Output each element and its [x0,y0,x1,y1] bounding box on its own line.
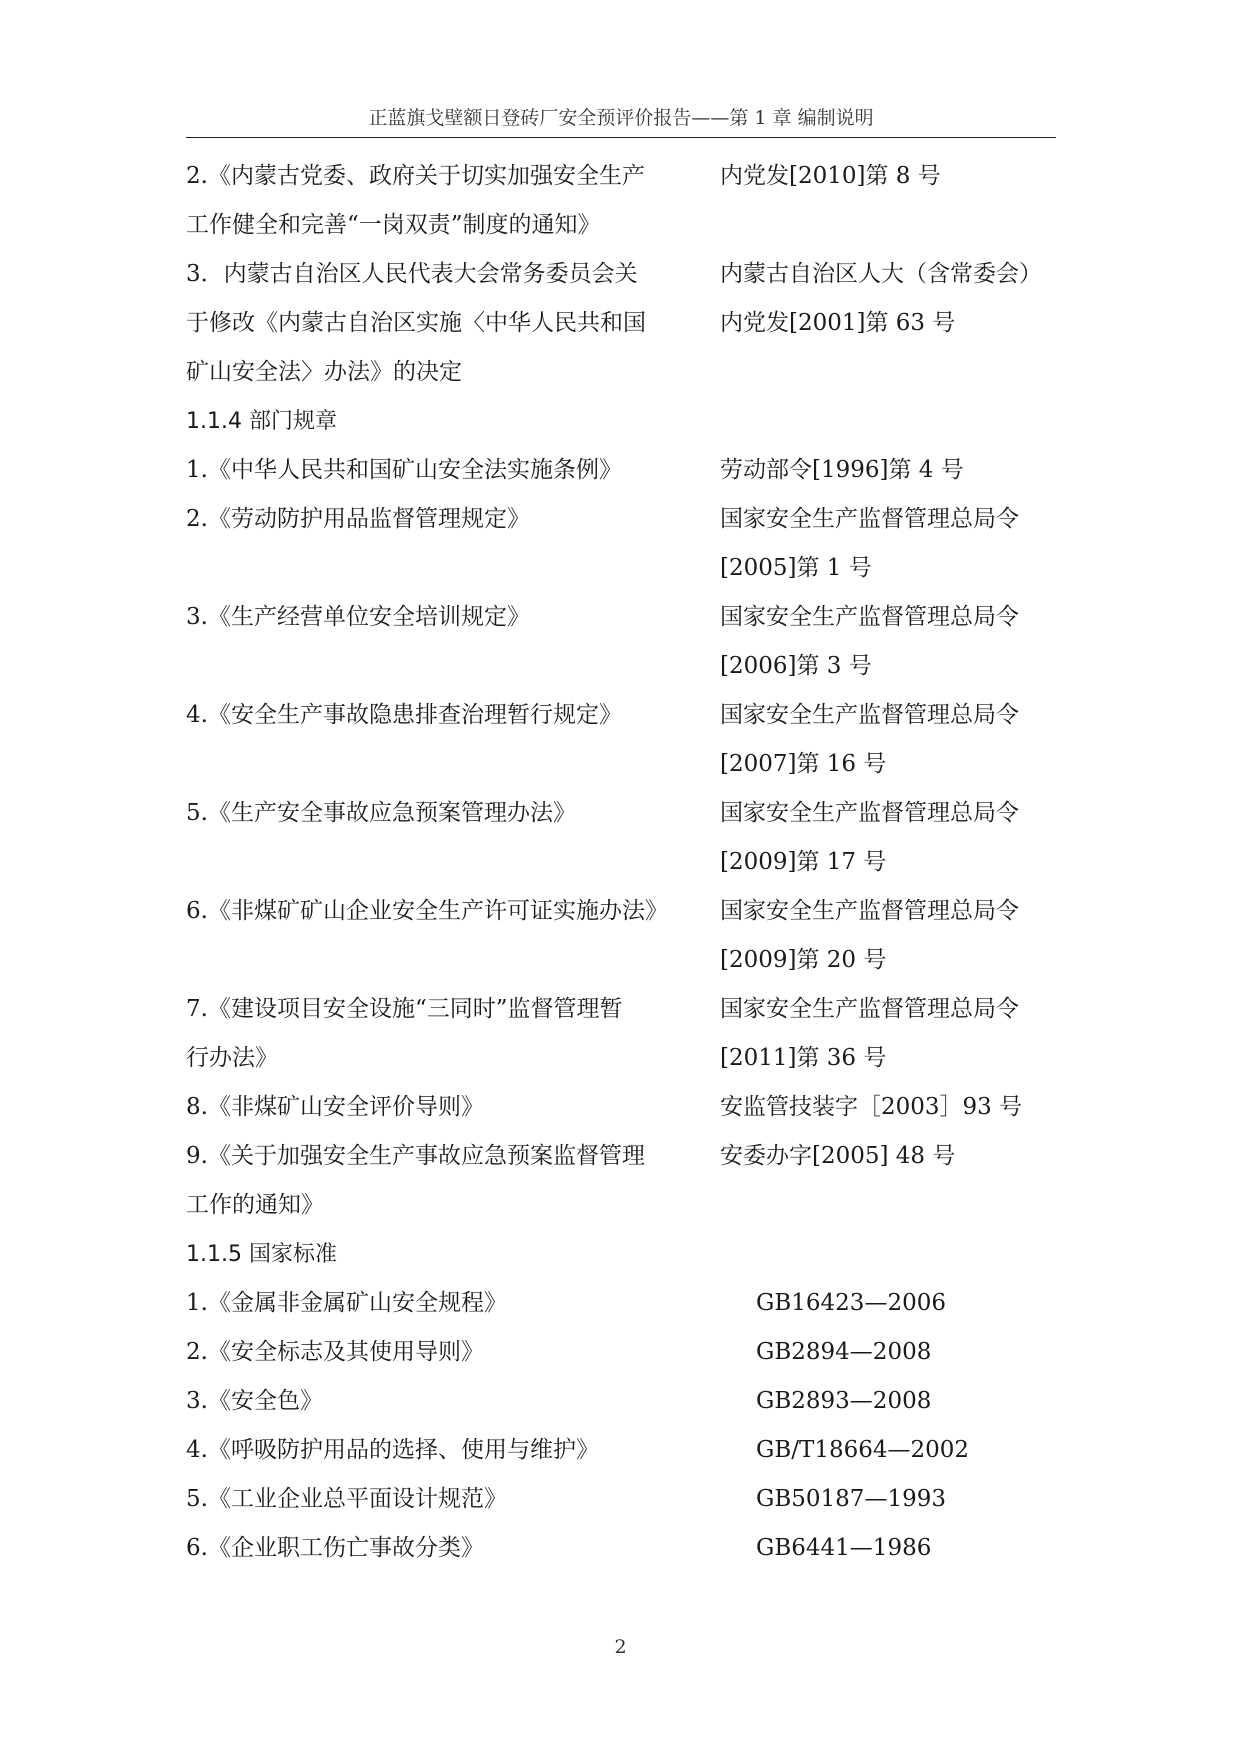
standard-code: GB2894—2008 [756,1339,932,1365]
regulation-title-line: 8.《非煤矿山安全评价导则》 [186,1094,484,1120]
regulation-row [186,887,1056,985]
regulation-row [186,250,1056,397]
standard-row [186,1328,1056,1377]
document-body [186,152,1056,1573]
regulation-title [186,495,720,544]
regulation-reference [720,691,1056,789]
regulation-title-line: 3.《生产经营单位安全培训规定》 [186,604,530,630]
regulation-reference [720,495,1056,593]
standard-row [186,1279,1056,1328]
standard-code: GB/T18664—2002 [756,1437,970,1463]
regulation-title [186,152,720,250]
regulation-row [186,495,1056,593]
regulation-title [186,1083,720,1132]
regulation-title [186,691,720,740]
standard-row [186,1426,1056,1475]
standard-row [186,1377,1056,1426]
regulation-title-line: 于修改《内蒙古自治区实施〈中华人民共和国 [186,310,646,336]
regulation-reference-line: [2006]第 3 号 [720,653,872,679]
dept-rules-list [186,446,1056,1230]
standard-code: GB2893—2008 [756,1388,932,1414]
regulation-title-line: 2.《劳动防护用品监督管理规定》 [186,506,530,532]
standard-title: 4.《呼吸防护用品的选择、使用与维护》 [186,1437,599,1463]
regulation-reference-line: [2007]第 16 号 [720,751,887,777]
regulation-reference [720,985,1056,1083]
regulation-title-line: 3．内蒙古自治区人民代表大会常务委员会关 [186,261,638,287]
regulation-title-line: 9.《关于加强安全生产事故应急预案监督管理 [186,1143,645,1169]
standard-code: GB6441—1986 [756,1535,932,1561]
regulation-reference [720,250,1056,348]
regulation-title [186,593,720,642]
regulation-title-line: 矿山安全法〉办法》的决定 [186,359,462,385]
page-number: 2 [614,1636,627,1658]
regulation-reference-line: 内党发[2001]第 63 号 [720,310,956,336]
regulation-title [186,789,720,838]
regulation-reference-line: 国家安全生产监督管理总局令 [720,506,1019,532]
regulation-reference-line: 劳动部令[1996]第 4 号 [720,457,964,483]
regulation-title-line: 工作的通知》 [186,1192,324,1218]
regulation-row [186,789,1056,887]
regulation-reference-line: 安委办字[2005] 48 号 [720,1143,956,1169]
standard-row [186,1524,1056,1573]
standard-title: 3.《安全色》 [186,1388,323,1414]
standard-code: GB50187—1993 [756,1486,946,1512]
regulation-reference [720,1083,1056,1132]
regulation-title-line: 5.《生产安全事故应急预案管理办法》 [186,800,576,826]
regulation-row [186,152,1056,250]
regulation-row [186,691,1056,789]
local-regulations-list [186,152,1056,397]
standard-title: 2.《安全标志及其使用导则》 [186,1339,484,1365]
regulation-reference-line: 国家安全生产监督管理总局令 [720,702,1019,728]
regulation-title-line: 6.《非煤矿矿山企业安全生产许可证实施办法》 [186,898,668,924]
regulation-title-line: 行办法》 [186,1045,278,1071]
regulation-reference-line: [2005]第 1 号 [720,555,872,581]
regulation-title [186,985,720,1083]
regulation-row [186,1132,1056,1230]
national-standards-list [186,1279,1056,1573]
regulation-reference-line: 内党发[2010]第 8 号 [720,163,941,189]
regulation-row [186,446,1056,495]
section-heading-dept-rules: 1.1.4 部门规章 [186,409,337,434]
regulation-row [186,593,1056,691]
regulation-reference [720,1132,1056,1181]
regulation-title-line: 工作健全和完善“一岗双责”制度的通知》 [186,212,601,238]
regulation-reference [720,789,1056,887]
regulation-reference-line: 国家安全生产监督管理总局令 [720,898,1019,924]
regulation-reference-line: 内蒙古自治区人大（含常委会） [720,261,1042,287]
regulation-title [186,1132,720,1230]
header-rule [186,137,1056,138]
running-header: 正蓝旗戈壁额日登砖厂安全预评价报告——第 1 章 编制说明 [368,107,874,129]
regulation-row [186,985,1056,1083]
regulation-reference-line: 国家安全生产监督管理总局令 [720,604,1019,630]
regulation-reference [720,446,1056,495]
standard-code: GB16423—2006 [756,1290,946,1316]
regulation-row [186,1083,1056,1132]
regulation-title-line: 4.《安全生产事故隐患排查治理暂行规定》 [186,702,622,728]
regulation-title-line: 7.《建设项目安全设施“三同时”监督管理暂 [186,996,623,1022]
section-heading-national-standards: 1.1.5 国家标准 [186,1242,337,1267]
standard-title: 5.《工业企业总平面设计规范》 [186,1486,507,1512]
regulation-title [186,250,720,397]
regulation-title-line: 1.《中华人民共和国矿山安全法实施条例》 [186,457,622,483]
regulation-title [186,446,720,495]
regulation-title [186,887,720,936]
standard-row [186,1475,1056,1524]
regulation-reference-line: 国家安全生产监督管理总局令 [720,800,1019,826]
regulation-reference [720,593,1056,691]
regulation-reference-line: 国家安全生产监督管理总局令 [720,996,1019,1022]
standard-title: 1.《金属非金属矿山安全规程》 [186,1290,507,1316]
standard-title: 6.《企业职工伤亡事故分类》 [186,1535,484,1561]
regulation-reference [720,887,1056,985]
regulation-reference-line: [2011]第 36 号 [720,1045,887,1071]
regulation-reference-line: [2009]第 20 号 [720,947,887,973]
regulation-reference-line: [2009]第 17 号 [720,849,887,875]
regulation-reference-line: 安监管技装字［2003］93 号 [720,1094,1023,1120]
regulation-title-line: 2.《内蒙古党委、政府关于切实加强安全生产 [186,163,645,189]
regulation-reference [720,152,1056,201]
